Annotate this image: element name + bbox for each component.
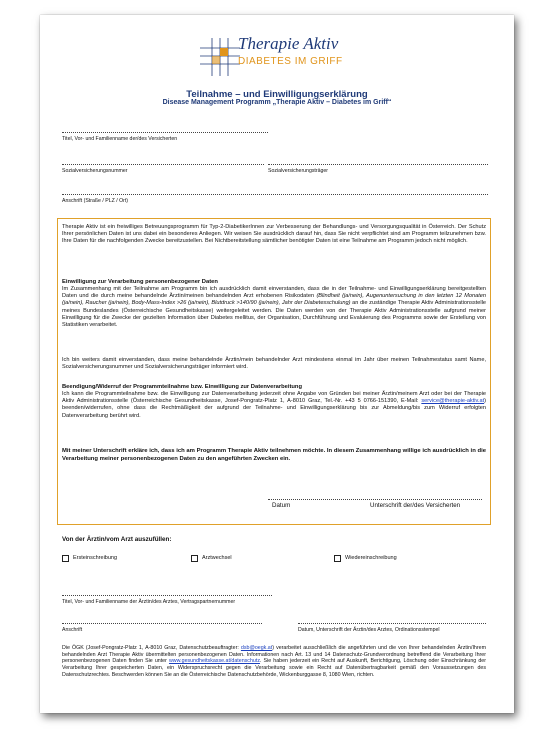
logo-title: Therapie Aktiv xyxy=(238,34,339,53)
name-line[interactable] xyxy=(62,132,268,133)
doctor-signature-line[interactable] xyxy=(298,623,486,624)
consent-risk-data: (Blindheit (ja/nein), Augenuntersuchung in den letzten 12 Monaten (ja/nein), Raucher (ja/nein), Body-Mass-Index >26 (ja/nein), Blutdruck >140/90 (ja/nein), Jahr der Diabetesschulung) xyxy=(62,293,486,307)
datum-label: Datum xyxy=(272,502,291,509)
consent-box xyxy=(57,218,491,525)
consent-heading: Einwilligung zur Verarbeitung personenbezogener Daten xyxy=(62,279,218,285)
doctor-signature-label: Datum, Unterschrift der Ärztin/des Arztes, Ordinationsstempel xyxy=(298,627,440,633)
revocation-text-b: ) beenden/widerrufen, ohne dass die Rechtmäßigkeit der aufgrund der Teilnahme- und Einwilligungserklärung bis zur Abmeldung/bis zum Widerruf erfolgten Datenverarbeitung berührt wird. xyxy=(62,398,486,419)
intro-text: Therapie Aktiv ist ein freiwilliges Betreuungsprogramm für Typ-2-DiabetikerInnen zur Verbesserung der Behandlungs- und Versorgungsqualität in Österreich. Der Schutz Ihrer persönlichen Daten ist uns dabei ein besonderes Anliegen. Wir weisen Sie ausdrücklich darauf hin, dass Sie nicht verpflichtet sind am Programm teilzunehmen bzw. Ihre Daten für die nachfolgenden Zwecke bereitzustellen. Bei Nichtbereitstellung sämtlicher benötigter Daten ist eine Teilnahme am Programm jedoch nicht möglich. xyxy=(62,224,486,245)
dsb-email-link[interactable]: dsb@oegk.at xyxy=(240,645,273,651)
anschrift-label: Anschrift (Straße / PLZ / Ort) xyxy=(62,198,129,204)
doctor-address-line[interactable] xyxy=(62,623,262,624)
ersteinschreibung-checkbox[interactable] xyxy=(62,555,69,562)
service-email-link[interactable]: service@therapie-aktiv.at xyxy=(421,398,485,405)
closing-statement: Mit meiner Unterschrift erkläre ich, dass ich am Programm Therapie Aktiv teilnehmen möchte. In diesem Zusammenhang willige ich ausdrücklich in die Verarbeitung meiner personenbezogenen Daten zu den angeführten Zwecken ein. xyxy=(62,448,486,462)
datenschutz-link[interactable]: www.gesundheitskasse.at/datenschutz xyxy=(168,658,260,665)
doctor-name-label: Titel, Vor- und Familienname der Ärztin/des Arztes, Vertragspartnernummer xyxy=(62,599,236,605)
logo-tagline: DIABETES IM GRIFF xyxy=(238,56,343,67)
privacy-footer xyxy=(62,645,486,679)
arztwechsel-label: Arztwechsel xyxy=(202,555,232,561)
wiedereinschreibung-checkbox[interactable] xyxy=(334,555,341,562)
svnr-line[interactable] xyxy=(62,164,264,165)
insured-signature-label: Unterschrift der/des Versicherten xyxy=(370,502,461,509)
revocation-heading: Beendigung/Widerruf der Programmteilnahme bzw. Einwilligung zur Datenverarbeitung xyxy=(62,384,303,390)
ersteinschreibung-label: Ersteinschreibung xyxy=(73,555,118,561)
signature-line[interactable] xyxy=(268,499,482,500)
page-subtitle: Disease Management Programm „Therapie Aktiv – Diabetes im Griff“ xyxy=(162,99,392,106)
consent-text-a: Im Zusammenhang mit der Teilnahme am Programm bin ich ausdrücklich damit einverstanden, dass die in der Teilnahme- und Einwilligungserklärung bereitgestellten Daten und die durch meine behandelnde Ärztin/meinen behandelnden Arzt erhobenen Risikodaten xyxy=(62,286,486,300)
revocation-text xyxy=(62,391,486,420)
name-label: Titel, Vor- und Familienname der/des Versicherten xyxy=(62,136,178,142)
doctor-name-line[interactable] xyxy=(62,595,272,596)
consent-text xyxy=(62,286,486,329)
consent-text-c: an die zuständige Therapie Aktiv Administrationsstelle meines Bundeslandes (Österreichische Gesundheitskasse) weitergeleitet werden. Die Daten werden von der Therapie Aktiv Administrationsstelle aufgrund meiner Einwilligung für die Zwecke der gezielten Information über Diabetes mellitus, der Organisation, Durchführung und Evaluierung des Programms sowie der Erstellung von Statistiken verarbeitet. xyxy=(62,300,486,329)
footer-text-c: . Sie haben jederzeit ein Recht auf Auskunft, Berichtigung, Löschung oder Einschränkung der Verarbeitung Ihrer gespeicherten Daten, ein Widerspruchsrecht gegen die Verarbeitung sowie ein Recht auf Datenübertragbarkeit gemäß den Voraussetzungen des Datenschutzrechtes. Beschwerden können Sie an die Österreichische Datenschutzbehörde, Wickenburggasse 8, 1080 Wien, richten. xyxy=(62,658,486,678)
wiedereinschreibung-label: Wiedereinschreibung xyxy=(345,555,397,561)
footer-text-a: Die ÖGK (Josef-Pongratz-Platz 1, A-8010 Graz, Datenschutzbeauftragter: xyxy=(62,645,241,651)
footer-text-b: ) verarbeitet ausschließlich die angeführten und die von Ihrer behandelnden Ärztin/Ihrem behandelnden Arzt Therapie Aktiv übermittelten personenbezogenen Daten. Informationen nach Art. 13 und 14 Datenschutz-Grundverordnung betreffend die Verarbeitung Ihrer personenbezogenen Daten finden Sie unter xyxy=(62,645,486,665)
doctor-address-label: Anschrift xyxy=(62,627,83,633)
traeger-label: Sozialversicherungsträger xyxy=(268,168,328,174)
arztwechsel-checkbox[interactable] xyxy=(191,555,198,562)
svnr-label: Sozialversicherungsnummer xyxy=(62,168,128,174)
anschrift-line[interactable] xyxy=(62,194,488,195)
revocation-text-a: Ich kann die Programmteilnahme bzw. die Einwilligung zur Datenverarbeitung jederzeit ohne Angabe von Gründen bei meiner Ärztin/meinem Arzt oder bei der Therapie Aktiv Administrationsstelle (Österreichische Gesundheitskasse, Josef-Pongratz-Platz 1, A-8010 Graz, Tel.-Nr. +43 5 0766-151390, E-Mail: xyxy=(62,391,486,405)
doctor-heading: Von der Ärztin/vom Arzt auszufüllen: xyxy=(62,536,172,543)
page-title: Teilnahme – und Einwilligungserklärung xyxy=(186,89,368,100)
traeger-line[interactable] xyxy=(268,164,488,165)
status-text: Ich bin weiters damit einverstanden, dass meine behandelnde Ärztin/mein behandelnder Arzt mindestens einmal im Jahr über meinen Teilnahmestatus samt Name, Sozialversicherungsnummer und Sozialversicherungsträger informiert wird. xyxy=(62,357,486,371)
